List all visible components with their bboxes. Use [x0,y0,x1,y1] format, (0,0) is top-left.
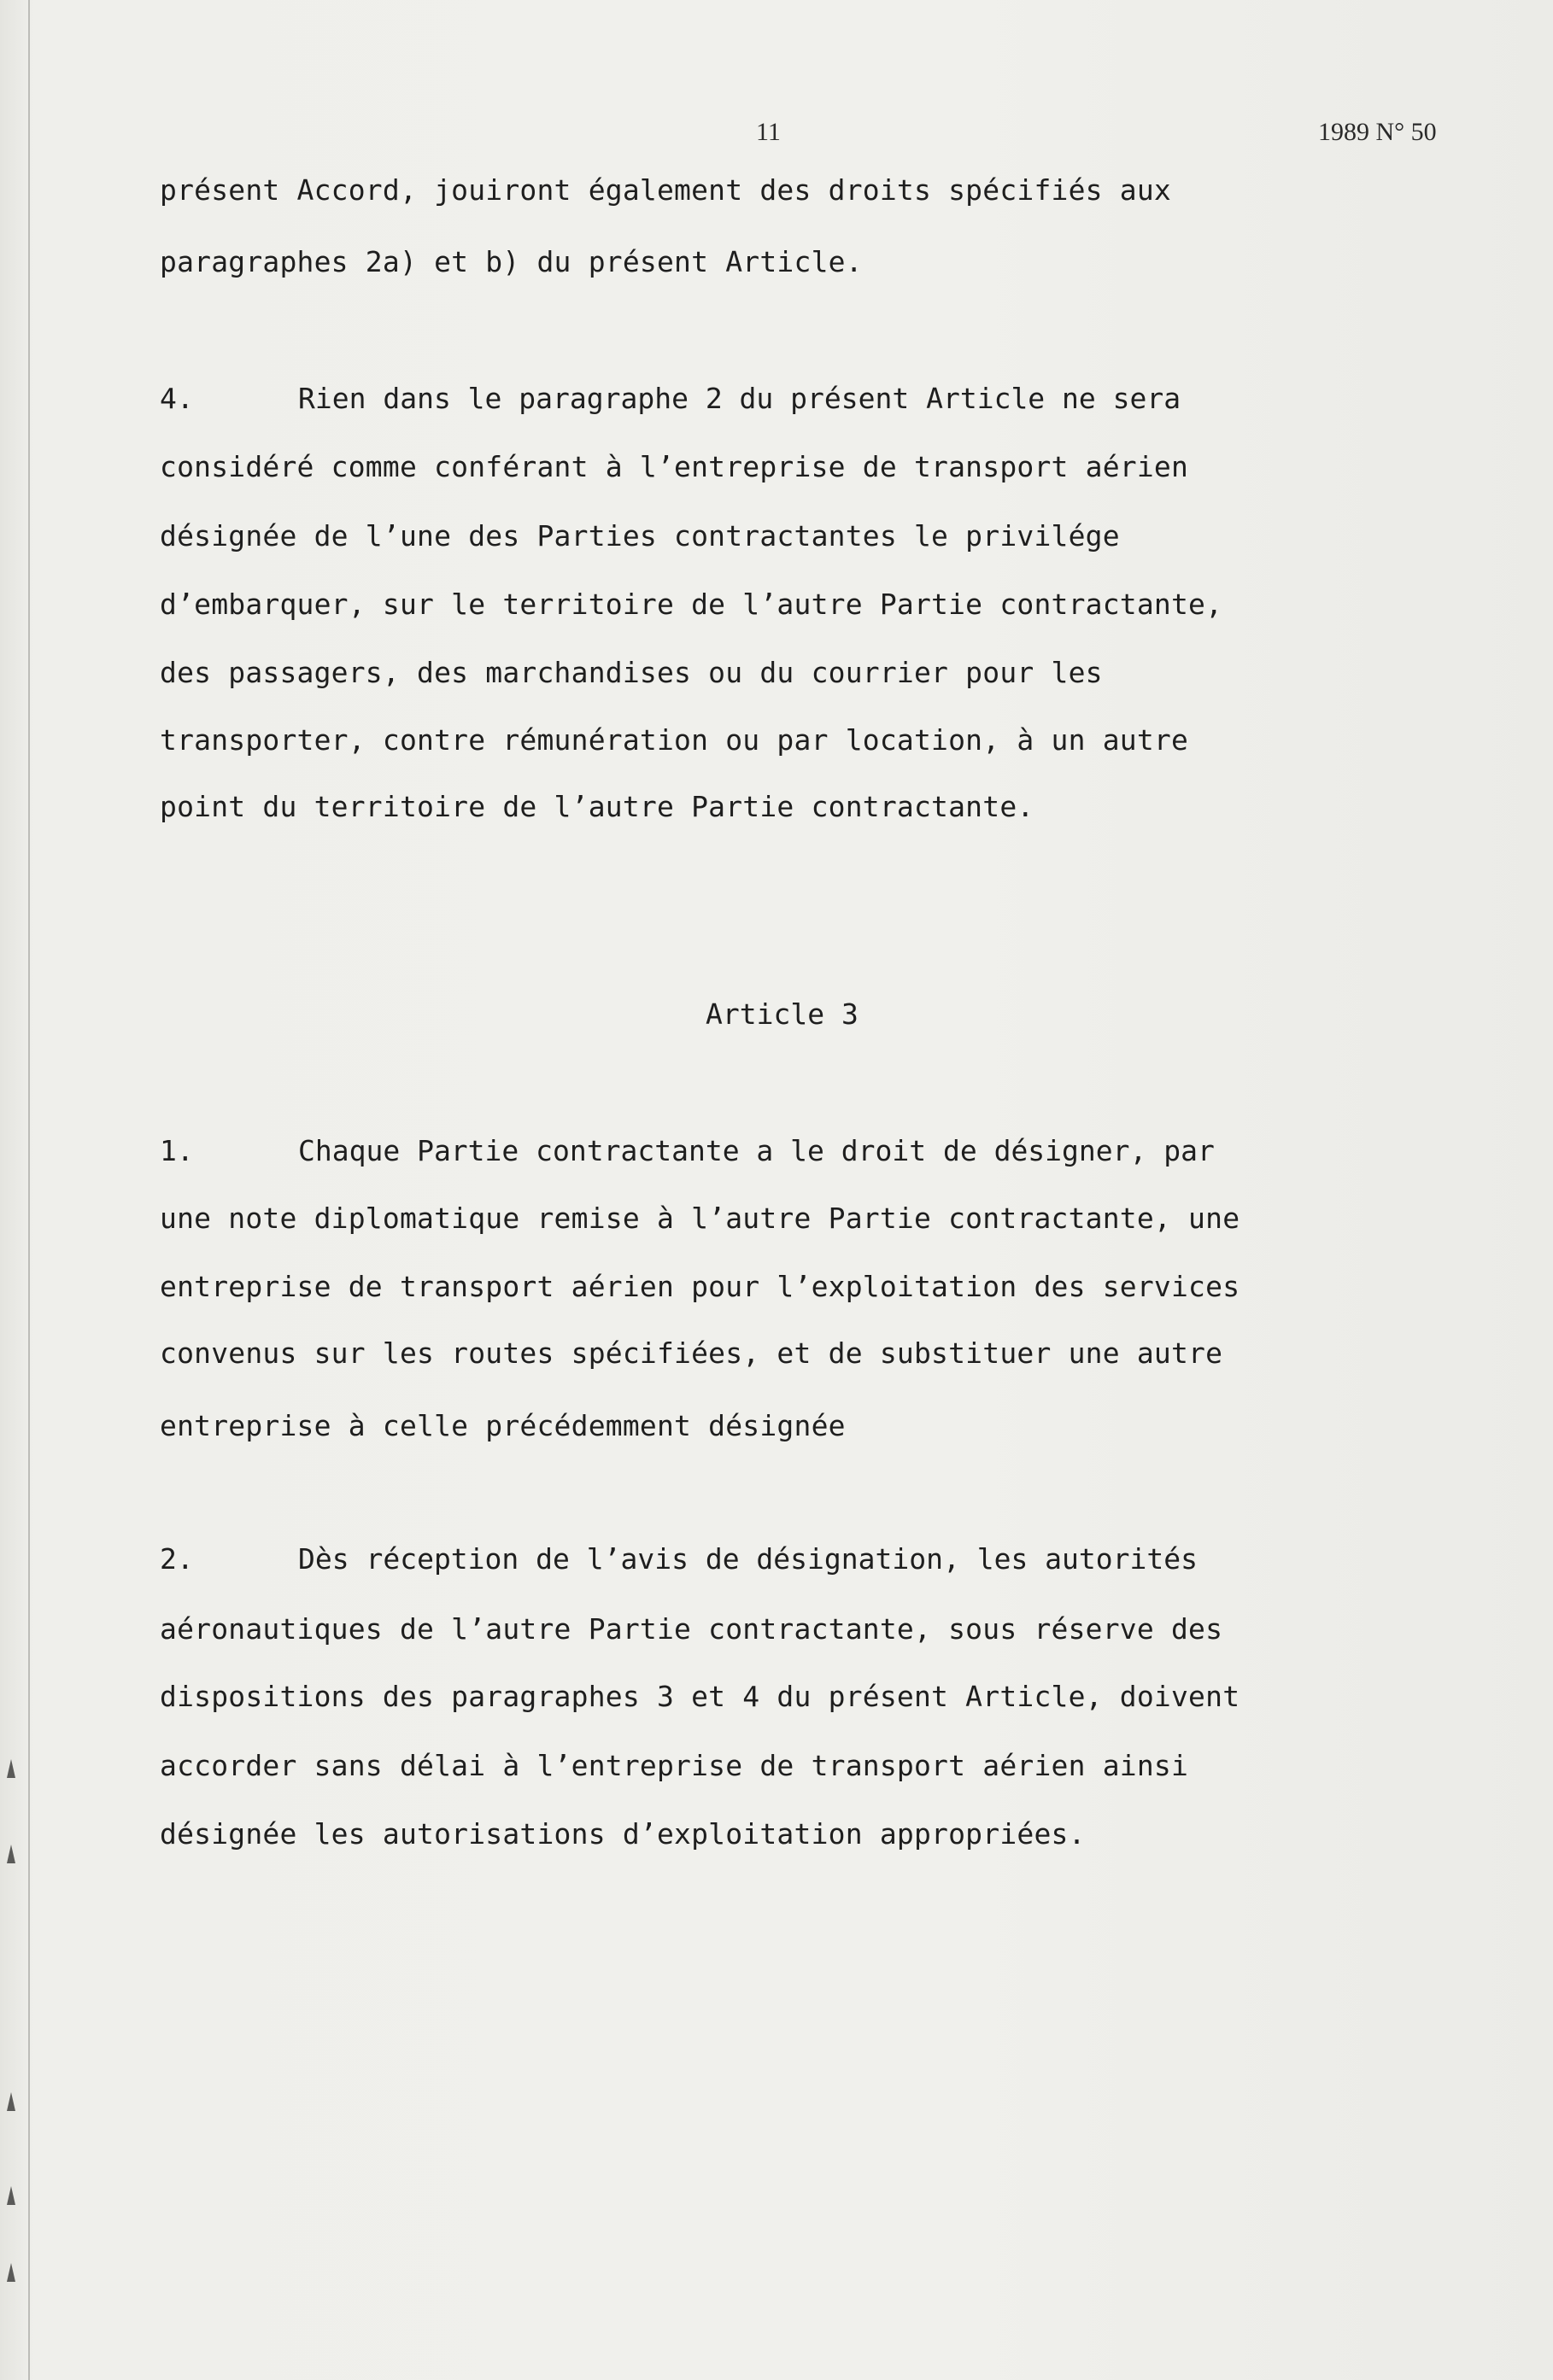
binding-edge [28,0,30,2380]
text-line: dispositions des paragraphes 3 et 4 du présent Article, doivent [160,1680,1240,1713]
text-line: des passagers, des marchandises ou du courrier pour les [160,656,1103,689]
text-line: point du territoire de l’autre Partie contractante. [160,790,1034,823]
article-heading: Article 3 [706,997,859,1031]
binding-mark [7,1845,15,1863]
text-line: Dès réception de l’avis de désignation, les autorités [298,1542,1198,1576]
text-line: présent Accord, jouiront également des droits spécifiés aux [160,173,1171,207]
text-line: entreprise à celle précédemment désignée [160,1409,846,1442]
text-line: Rien dans le paragraphe 2 du présent Article ne sera [298,382,1181,415]
text-line: paragraphes 2a) et b) du présent Article. [160,245,863,278]
paragraph-number: 1. [160,1134,194,1167]
text-line: désignée de l’une des Parties contractantes le privilége [160,519,1120,553]
text-line: Chaque Partie contractante a le droit de désigner, par [298,1134,1215,1167]
text-line: accorder sans délai à l’entreprise de transport aérien ainsi [160,1749,1189,1782]
page-number: 11 [756,118,781,146]
text-line: considéré comme conférant à l’entreprise de transport aérien [160,450,1189,483]
paragraph-number: 2. [160,1542,194,1576]
binding-mark [7,2263,15,2282]
text-line: aéronautiques de l’autre Partie contractante, sous réserve des [160,1612,1223,1646]
text-line: d’embarquer, sur le territoire de l’autre Partie contractante, [160,588,1223,621]
binding-mark [7,2092,15,2111]
text-line: désignée les autorisations d’exploitation appropriées. [160,1817,1086,1851]
document-reference: 1989 N° 50 [1318,118,1437,146]
text-line: transporter, contre rémunération ou par location, à un autre [160,723,1189,757]
text-line: entreprise de transport aérien pour l’exploitation des services [160,1270,1240,1303]
text-line: convenus sur les routes spécifiées, et de substituer une autre [160,1336,1223,1370]
binding-mark [7,1759,15,1778]
paragraph-number: 4. [160,382,194,415]
text-line: une note diplomatique remise à l’autre Partie contractante, une [160,1202,1240,1235]
binding-mark [7,2186,15,2205]
